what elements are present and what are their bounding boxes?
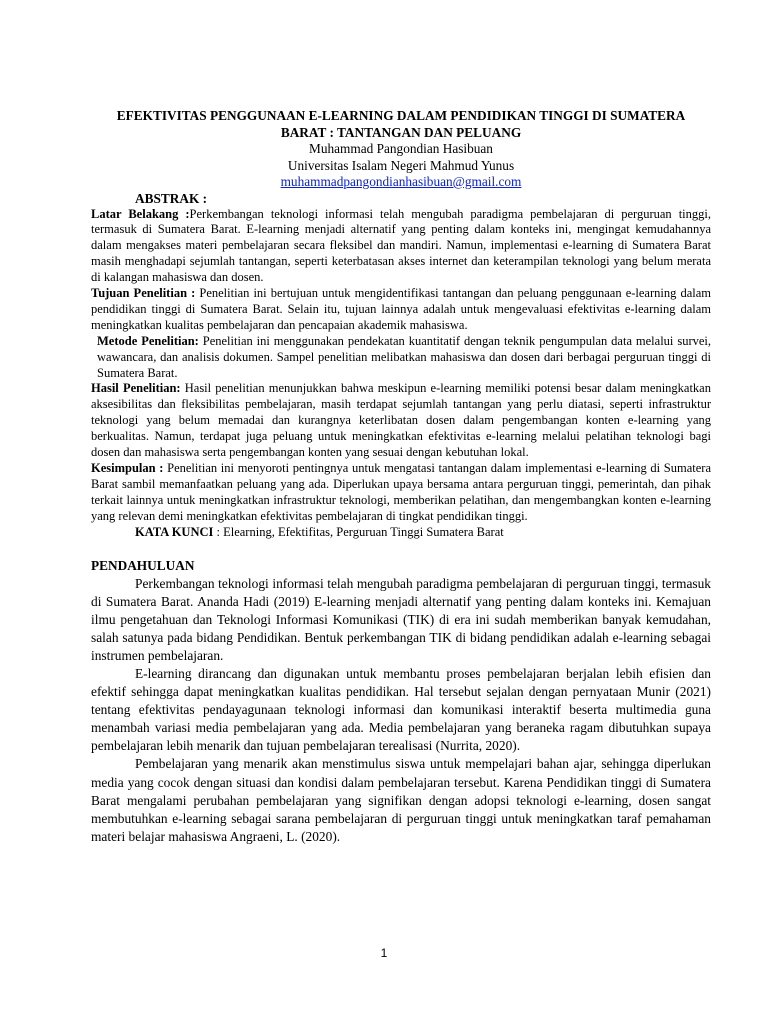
abstract-objective-text: Penelitian ini bertujuan untuk mengidentifikasi tantangan dan peluang penggunaan e-learning dalam pendidikan tinggi di Sumatera Barat. Selain itu, tujuan lainnya adalah untuk mengevaluasi efektivitas e-learning dalam meningkatkan kualitas pembelajaran dan pencapaian akademik mahasiswa. xyxy=(91,286,711,332)
author-email-line xyxy=(91,174,711,191)
abstract-results-label: Hasil Penelitian: xyxy=(91,381,181,396)
abstract-method-text: Penelitian ini menggunakan pendekatan kuantitatif dengan teknik pengumpulan data melalui survei, wawancara, dan analisis dokumen. Sampel penelitian melibatkan mahasiswa dan dosen dari berbagai perguruan tinggi di Sumatera Barat. xyxy=(97,333,712,380)
abstract-background xyxy=(91,207,711,287)
abstract-background-label: Latar Belakang : xyxy=(91,206,190,221)
intro-paragraph-1: Perkembangan teknologi informasi telah mengubah paradigma pembelajaran di perguruan tinggi, termasuk di Sumatera Barat. Ananda Hadi (2019) E-learning menjadi alternatif yang penting dalam konteks ini. Kemajuan ilmu pengetahuan dan Teknologi Informasi Komunikasi (TIK) di era ini sudah memberikan banyak kemudahan, salah satunya pada bidang Pendidikan. Bentuk perkembangan TIK di bidang pendidikan adalah e-learning sebagai instrumen pembelajaran. xyxy=(91,575,711,663)
paper-title xyxy=(91,108,711,141)
author-affiliation: Universitas Isalam Negeri Mahmud Yunus xyxy=(287,157,515,173)
abstract-conclusion-label: Kesimpulan : xyxy=(91,461,164,475)
abstract-objective xyxy=(91,286,711,334)
abstract-method-label: Metode Penelitian: xyxy=(97,333,199,348)
author-email-link[interactable]: muhammadpangondianhasibuan@gmail.com xyxy=(280,174,522,189)
abstract-results xyxy=(91,381,711,461)
abstract-method xyxy=(91,334,711,382)
keywords-label: KATA KUNCI xyxy=(135,524,214,539)
author-name: Muhammad Pangondian Hasibuan xyxy=(309,141,493,156)
title-line-1: EFEKTIVITAS PENGGUNAAN E-LEARNING DALAM PENDIDIKAN TINGGI DI SUMATERA xyxy=(116,108,686,123)
intro-heading: PENDAHULUAN xyxy=(91,557,195,573)
keywords-text: : Elearning, Efektifitas, Perguruan Tinggi Sumatera Barat xyxy=(213,524,504,539)
abstract-results-text: Hasil penelitian menunjukkan bahwa meskipun e-learning memiliki potensi besar dalam meningkatkan aksesibilitas dan fleksibilitas pembelajaran, masih terdapat sejumlah tantangan yang perlu diatasi, seperti infrastruktur teknologi yang belum memadai dan kurangnya keterlibatan dosen dalam pengembangan konten e-learning yang berkualitas. Namun, terdapat juga peluang untuk meningkatkan efektivitas e-learning melalui pelatihan teknologi bagi dosen dan mahasiswa serta pengembangan konten yang sesuai dengan kebutuhan lokal. xyxy=(91,381,711,460)
section-spacer xyxy=(91,541,711,557)
title-line-2: BARAT : TANTANGAN DAN PELUANG xyxy=(280,124,522,140)
page-content xyxy=(91,108,711,846)
abstract-conclusion-text: Penelitian ini menyoroti pentingnya untuk mengatasi tantangan dalam implementasi e-learning di Sumatera Barat sambil memanfaatkan peluang yang ada. Diperlukan upaya bersama antara perguruan tinggi, pemerintah, dan pihak terkait lainnya untuk meningkatkan infrastruktur teknologi, memberikan pelatihan, dan mengembangkan konten e-learning yang relevan demi meningkatkan efektivitas pembelajaran di tingkat pendidikan tinggi. xyxy=(91,461,712,523)
abstract-heading: ABSTRAK : xyxy=(135,190,208,206)
intro-paragraph-3: Pembelajaran yang menarik akan menstimulus siswa untuk mempelajari bahan ajar, sehingga diperlukan media yang cocok dengan situasi dan kondisi dalam pembelajaran tersebut. Karena Pendidikan tinggi di Sumatera Barat mengalami perubahan pembelajaran yang signifikan dengan adopsi teknologi e-learning, dosen sangat membutuhkan e-learning sebagai sarana pembelajaran di perguruan tinggi untuk meningkatkan taraf pemahaman materi belajar mahasiswa Angraeni, L. (2020). xyxy=(91,756,711,844)
keywords-line xyxy=(91,525,711,541)
page-number: 1 xyxy=(380,946,388,960)
intro-paragraph-2: E-learning dirancang dan digunakan untuk membantu proses pembelajaran berjalan lebih efisien dan efektif sehingga dapat meningkatkan kualitas pendidikan. Hal tersebut sejalan dengan pernyataan Munir (2021) tentang efektivitas pendayagunaan teknologi informasi dan komunikasi interaktif beserta multimedia guna menambah variasi media pembelajaran yang ada. Media pembelajaran yang beraneka ragam dibutuhkan supaya pembelajaran lebih menarik dan tujuan pembelajaran terealisasi (Nurrita, 2020). xyxy=(91,666,711,754)
abstract-background-text: Perkembangan teknologi informasi telah mengubah paradigma pembelajaran di perguruan tinggi, termasuk di Sumatera Barat. E-learning menjadi alternatif yang penting dalam konteks ini, mengingat kemudahannya dalam mengakses materi pembelajaran secara fleksibel dan mandiri. Namun, implementasi e-learning di Sumatera Barat masih menghadapi sejumlah tantangan, seperti keterbatasan akses internet dan keterampilan teknologi yang belum merata di kalangan mahasiswa dan dosen. xyxy=(91,206,711,285)
abstract-conclusion xyxy=(91,461,711,525)
abstract-objective-label: Tujuan Penelitian : xyxy=(91,286,196,301)
